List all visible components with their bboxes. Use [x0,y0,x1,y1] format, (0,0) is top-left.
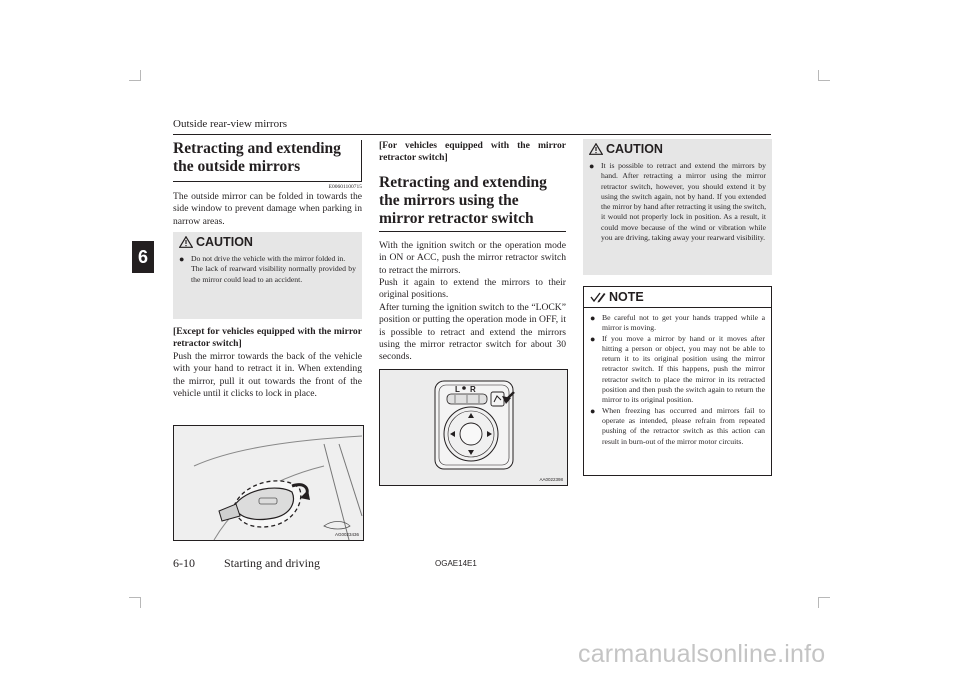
document-code: OGAE14E1 [435,559,477,568]
crop-mark [818,597,819,608]
left-column [173,140,362,228]
note-item [590,334,765,406]
bullet-icon: ● [589,161,595,171]
bullet-icon: ● [590,313,596,323]
caution-item [179,254,356,285]
note-label: NOTE [609,290,644,304]
caution-item [589,161,766,243]
caution-item-text: Do not drive the vehicle with the mirror folded in. The lack of rearward visibility normally provided by the mirror could lead to an accident. [191,254,356,284]
bullet-icon: ● [590,333,596,344]
section-title: Retracting and extending the outside mirrors [173,140,362,182]
note-item-text: If you move a mirror by hand or it moves after hitting a person or object, you may not be able to return it to its original position using the mirror retractor switch. If this happens, push the mirror retractor switch to place the mirror in its retracted position and then push the switch again to return the mirror to its original position. [602,333,765,405]
caution-box [173,232,362,319]
switch-figure [379,369,568,486]
mirror-switch-illustration [380,370,567,485]
crop-mark [140,597,141,608]
caution-label: CAUTION [196,235,253,249]
caution-body [173,252,362,291]
middle-column [379,140,566,364]
bullet-icon: ● [590,405,596,416]
note-item-text: Be careful not to get your hands trapped while a mirror is moving. [602,313,765,333]
caution-box [583,139,772,275]
running-title: Outside rear-view mirrors [173,118,288,130]
caution-header [583,139,772,159]
crop-mark [818,80,830,81]
figure-code: AA0022398 [539,477,563,482]
bullet-icon: ● [179,254,185,264]
page-number: 6-10 [173,556,195,570]
caution-header [173,232,362,252]
note-item [590,406,765,447]
note-pencil-icon [590,291,606,303]
subheading: [Except for vehicles equipped with the mirror retractor switch] [173,326,362,350]
crop-mark [818,70,819,81]
body-paragraph: Push the mirror towards the back of the vehicle with your hand to retract it in. When extending the mirror, pull it out towards the front of the vehicle until it clicks to lock in place. [173,350,362,400]
caution-body [583,159,772,249]
note-header [584,287,771,308]
crop-mark [818,597,830,598]
caution-item-text: It is possible to retract and extend the mirrors by hand. After retracting a mirror using the mirror retractor switch, however, you should extend it by using the switch again, not by hand. If you extended the mirror by hand after retracting it using the switch, it would not properly lock in position. As a result, it could move because of the wind or vibration while you are driving, taking away your rearward visibility. [601,161,766,243]
note-item [590,313,765,334]
subheading: [For vehicles equipped with the mirror retractor switch] [379,140,566,164]
note-box [583,286,772,476]
note-body [584,308,771,453]
left-body [173,326,362,400]
footer-section: Starting and driving [224,556,320,570]
switch-label-l: L [455,385,460,394]
crop-mark [140,70,141,81]
mirror-illustration [174,426,363,540]
watermark: carmanualsonline.info [578,640,826,668]
switch-label-r: R [470,385,476,394]
warning-triangle-icon [179,236,193,248]
body-paragraph: With the ignition switch or the operation mode in ON or ACC, push the mirror retractor switch to retract the mirrors. Push it again to extend the mirrors to their original positions. After turning the ignition switch to the “LOCK” position or putting the operation mode in OFF, it is possible to retract and extend the mirrors using the mirror retractor switch for about 30 seconds. [379,239,566,363]
section-code: E00601100715 [328,184,362,190]
mirror-figure [173,425,364,541]
header-rule [173,134,771,135]
warning-triangle-icon [589,143,603,155]
section-title: Retracting and extending the mirrors using the mirror retractor switch [379,174,566,232]
figure-code: AG0023436 [334,532,359,537]
intro-paragraph: The outside mirror can be folded in towards the side window to prevent damage when parking in narrow areas. [173,191,362,227]
note-item-text: When freezing has occurred and mirrors fail to operate as intended, please refrain from repeated pushing of the retractor switch as this action can result in burn-out of the mirror motor circuits. [602,405,765,446]
chapter-tab: 6 [132,241,154,273]
caution-label: CAUTION [606,142,663,156]
